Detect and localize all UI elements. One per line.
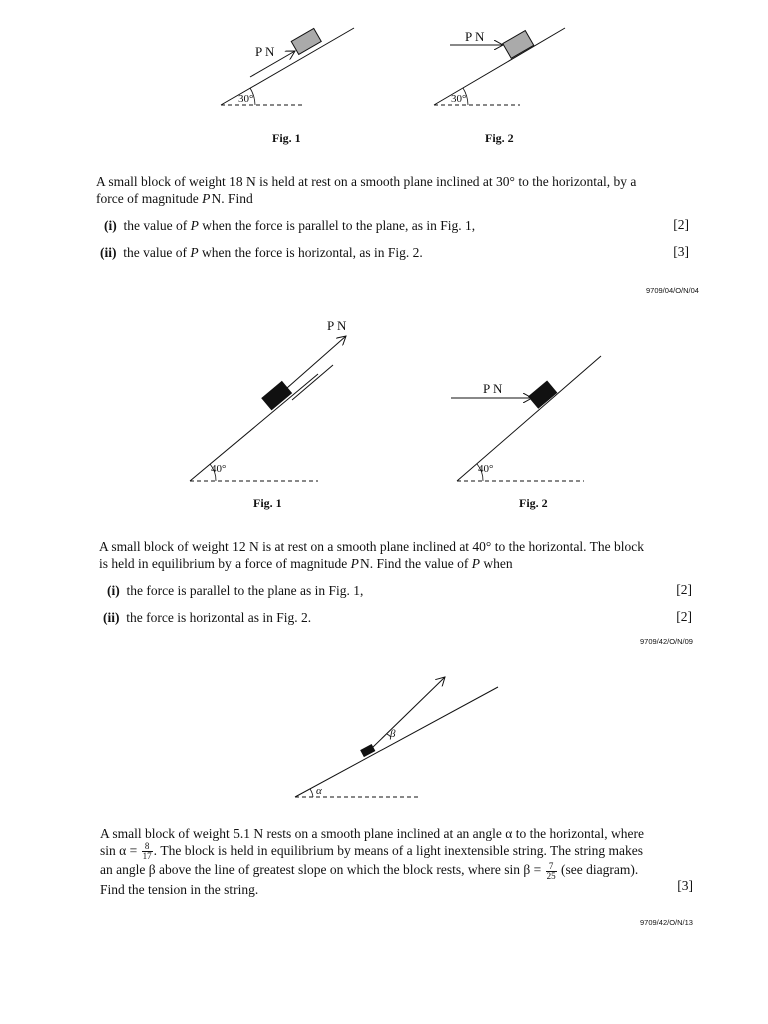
q2-fig2-angle-label: 40° (478, 463, 494, 475)
q3-diagram (295, 677, 498, 797)
q2-fig1-caption: Fig. 1 (253, 496, 282, 510)
q1-fig2-angle-label: 30° (451, 93, 467, 105)
q3-reference: 9709/42/O/N/13 (640, 918, 693, 927)
q2-fig1-force-label: P N (327, 318, 347, 333)
q2-fig1-force-arrow (287, 336, 346, 388)
q3-sin-alpha-fraction: $\frac{8}{17}$ (142, 841, 152, 862)
q2-part-ii-marks: [2] (676, 609, 692, 624)
q1-part-i: (i) the value of P when the force is parallel to the plane, as in Fig. 1, (104, 218, 476, 233)
q2-fig1-block (262, 382, 292, 410)
q2-fig1-diagram (190, 336, 346, 481)
q2-fig1-angle-label: 40° (211, 463, 227, 475)
q1-question-text: A small block of weight 18 N is held at rest on a smooth plane inclined at 30° to the horizontal, by a force of magnitude P N. Find (96, 174, 637, 206)
q2-fig2-diagram (451, 356, 601, 481)
q1-fig1-force-label: P N (255, 44, 275, 59)
q3-alpha-label: α (316, 785, 322, 797)
q1-fig2-block (503, 31, 534, 59)
q3-question-text: A small block of weight 5.1 N rests on a smooth plane inclined at an angle α to the horizontal, where sin α = $\frac{8}{17}$ . The block is held in equilibrium by means of a light inextensible string. The string makes an angle β above the line of greatest slope on which the block rests, where sin β = $\frac{7}{25}$ (see diagram). Find the tension in the string. (100, 826, 644, 897)
q3-sin-beta-fraction: $\frac{7}{25}$ (546, 860, 556, 881)
q1-fig1-angle-label: 30° (238, 93, 254, 105)
q3-marks: [3] (677, 878, 693, 893)
q2-reference: 9709/42/O/N/09 (640, 637, 693, 646)
q1-fig2-caption: Fig. 2 (485, 131, 514, 145)
q2-part-ii: (ii) the force is horizontal as in Fig. 2. (103, 610, 312, 625)
q3-string (372, 677, 445, 748)
q2-fig2-block (529, 381, 557, 408)
q2-part-i: (i) the force is parallel to the plane as in Fig. 1, (107, 583, 364, 598)
q1-fig1-block (291, 28, 321, 54)
q1-reference: 9709/04/O/N/04 (646, 286, 699, 295)
q1-part-ii: (ii) the value of P when the force is horizontal, as in Fig. 2. (100, 245, 423, 260)
q2-fig2-caption: Fig. 2 (519, 496, 548, 510)
q3-beta-label: β (390, 728, 396, 740)
q2-part-i-marks: [2] (676, 582, 692, 597)
q1-part-i-marks: [2] (673, 217, 689, 232)
q1-part-ii-marks: [3] (673, 244, 689, 259)
q2-question-text: A small block of weight 12 N is at rest on a smooth plane inclined at 40° to the horizontal. The block is held in equilibrium by a force of magnitude P N. Find the value of P when (99, 539, 645, 571)
q1-fig2-force-label: P N (465, 29, 485, 44)
q2-fig2-force-label: P N (483, 381, 503, 396)
q1-fig1-caption: Fig. 1 (272, 131, 301, 145)
